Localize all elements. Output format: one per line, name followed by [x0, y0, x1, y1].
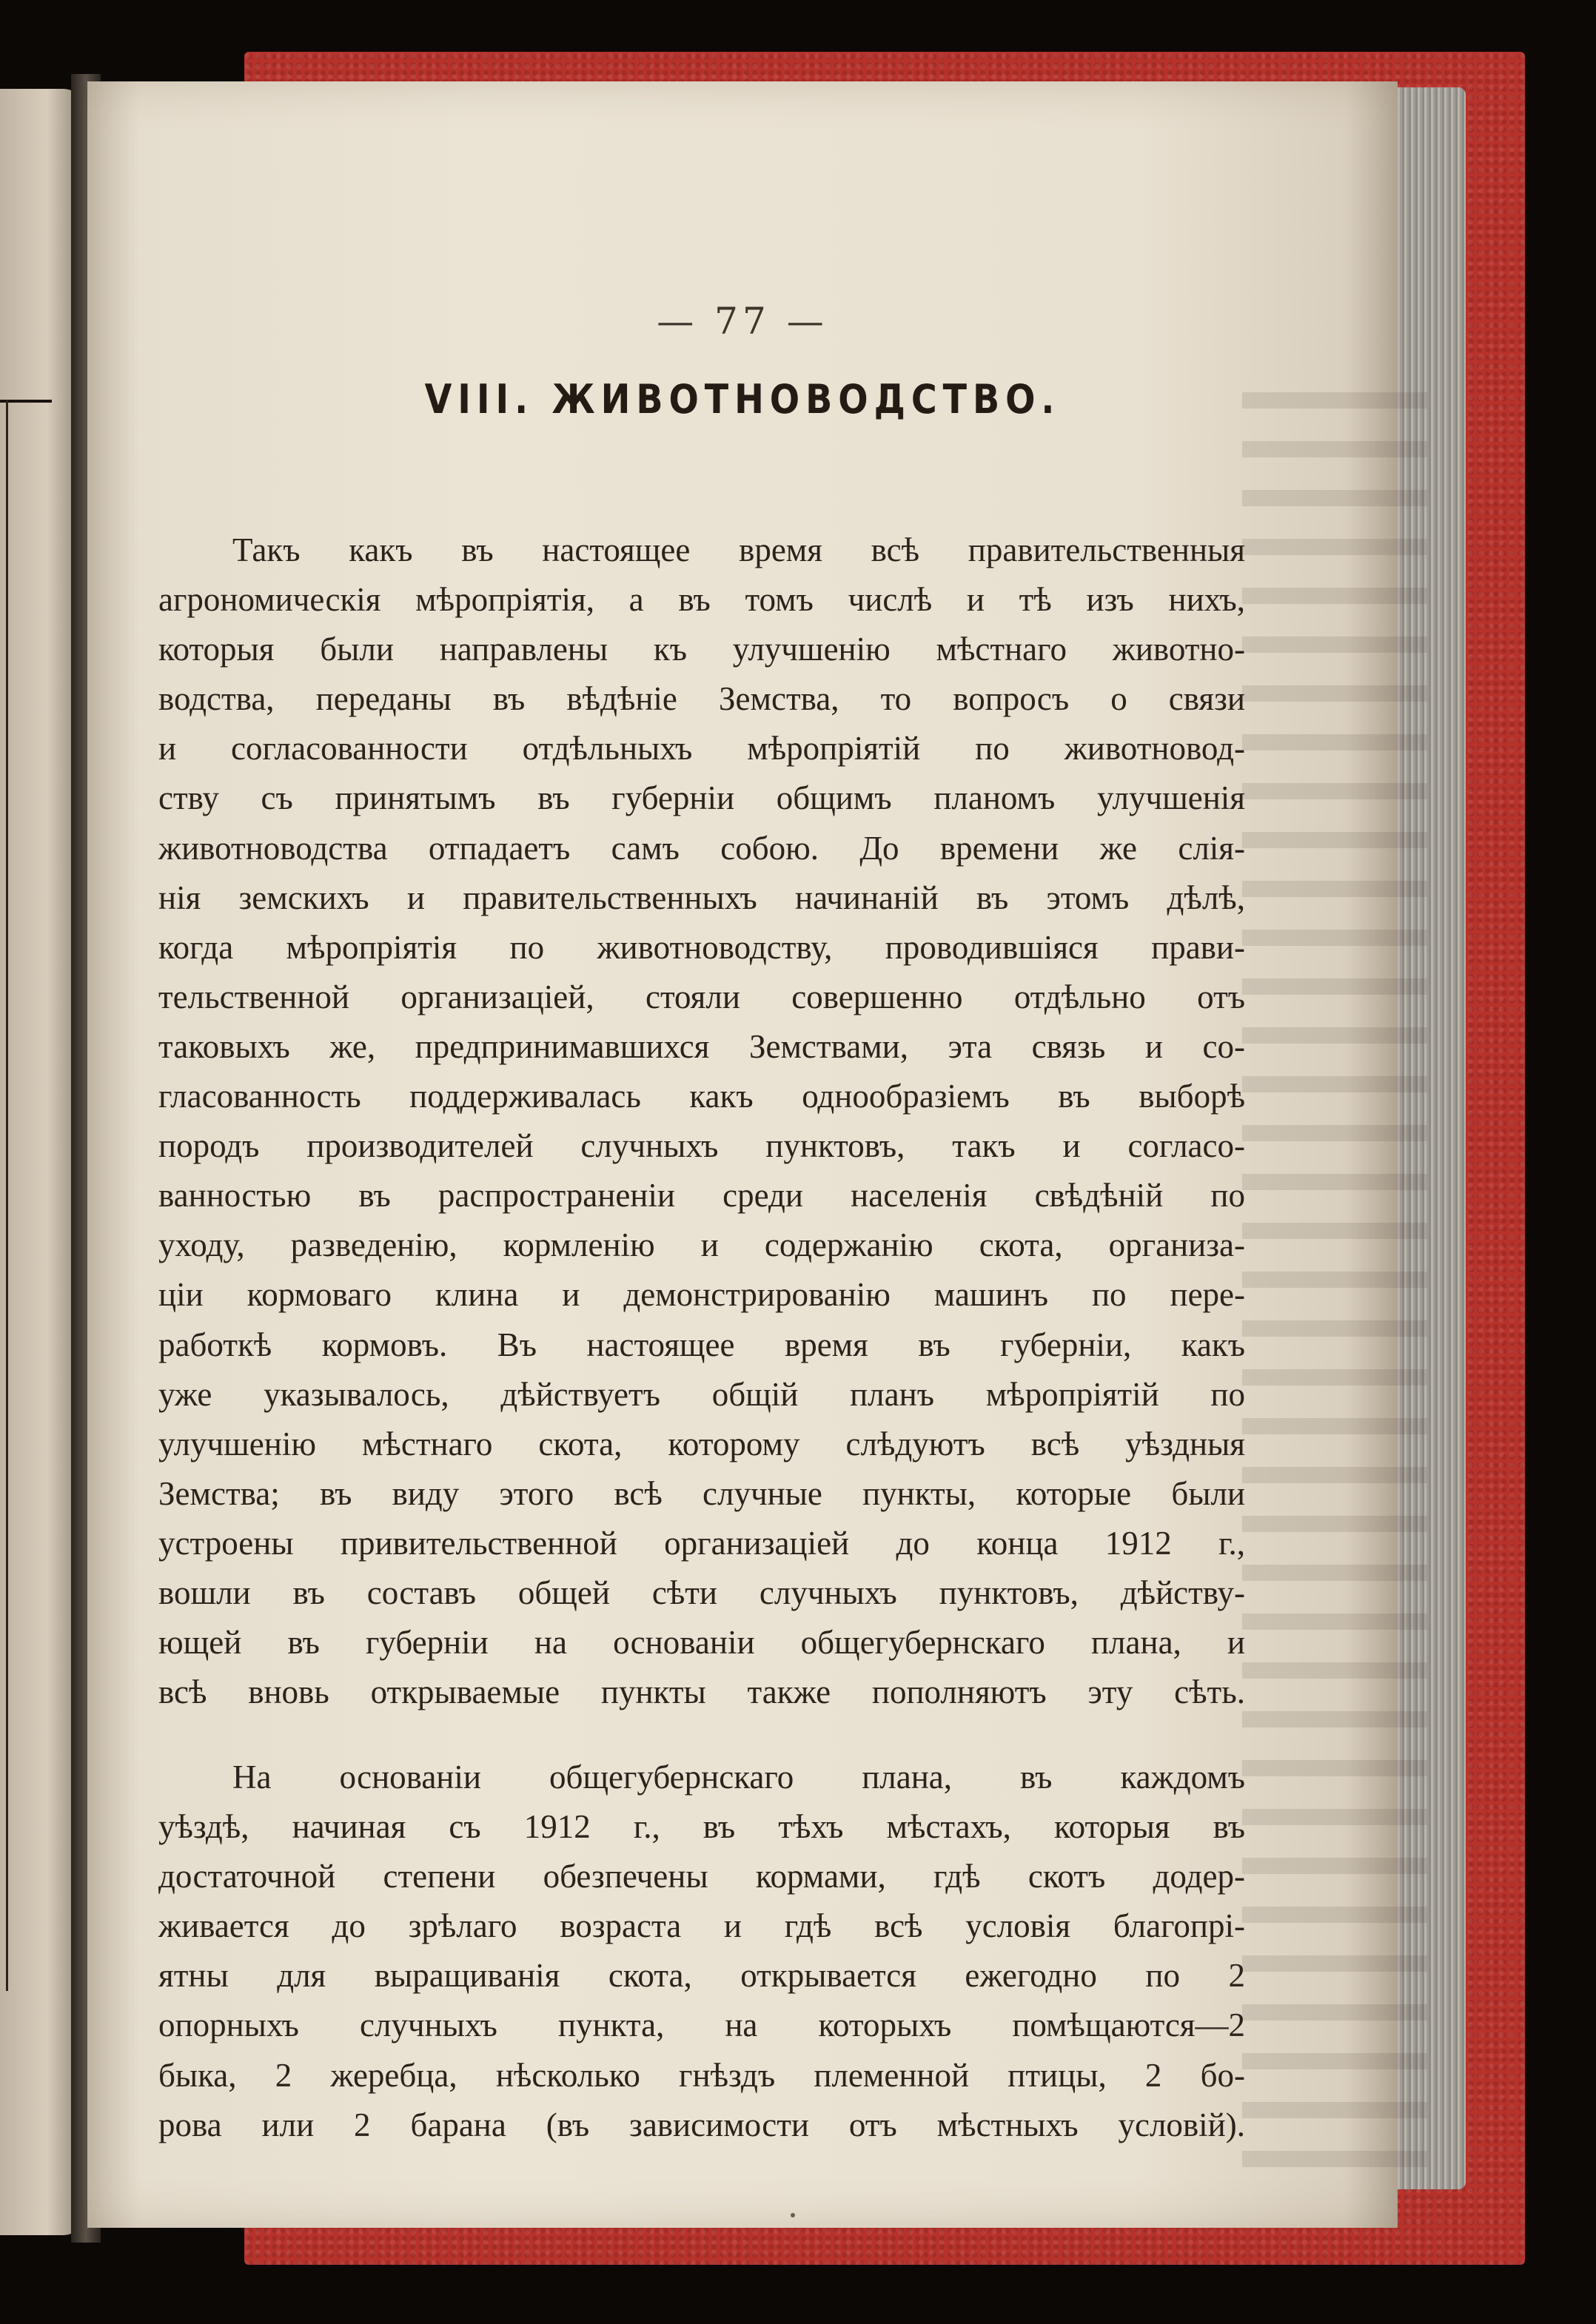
paragraph-2 [158, 1753, 1245, 2150]
text-line: уходу, разведенію, кормленію и содержанію скота, организа- [158, 1226, 1245, 1264]
text-line: нія земскихъ и правительственныхъ начинаній въ этомъ дѣлѣ, [158, 879, 1245, 916]
text-line: Земства; въ виду этого всѣ случные пункты, которые были [158, 1474, 1245, 1512]
text-line: уже указывалось, дѣйствуетъ общій планъ мѣропріятій по [158, 1375, 1245, 1413]
chapter-title: VIII. ЖИВОТНОВОДСТВО. [424, 376, 1061, 423]
text-line: животноводства отпадаетъ самъ собою. До времени же слія- [158, 829, 1245, 867]
text-line: вошли въ составъ общей сѣти случныхъ пунктовъ, дѣйству- [158, 1574, 1245, 1611]
text-line: тельственной организаціей, стояли совершенно отдѣльно отъ [158, 978, 1245, 1015]
paper-speck [791, 2213, 795, 2217]
page-number: — 77 — [657, 300, 828, 343]
text-line: работкѣ кормовъ. Въ настоящее время въ губерніи, какъ [158, 1326, 1245, 1363]
text-line: Такъ какъ въ настоящее время всѣ правительственныя [232, 531, 1245, 568]
text-line: быка, 2 жеребца, нѣсколько гнѣздъ племенной птицы, 2 бо- [158, 2056, 1245, 2094]
book-page [87, 81, 1398, 2228]
text-line: ціи кормоваго клина и демонстрированію машинъ по пере- [158, 1276, 1245, 1314]
show-through-text [1242, 392, 1427, 2169]
text-line: устроены привительственной организаціей до конца 1912 г., [158, 1524, 1245, 1562]
text-line: ству съ принятымъ въ губерніи общимъ планомъ улучшенія [158, 779, 1245, 817]
text-line: породъ производителей случныхъ пунктовъ, такъ и согласо- [158, 1127, 1245, 1165]
text-line: уѣздѣ, начиная съ 1912 г., въ тѣхъ мѣстахъ, которыя въ [158, 1808, 1245, 1846]
text-line: агрономическія мѣропріятія, а въ томъ числѣ и тѣ изъ нихъ, [158, 581, 1245, 619]
text-line: гласованность поддерживалась какъ однообразіемъ въ выборѣ [158, 1078, 1245, 1115]
text-line: ющей въ губерніи на основаніи общегубернскаго плана, и [158, 1624, 1245, 1662]
text-line: и согласованности отдѣльныхъ мѣропріятій по животновод- [158, 730, 1245, 768]
text-line: опорныхъ случныхъ пункта, на которыхъ помѣщаются—2 [158, 2006, 1245, 2044]
text-line: достаточной степени обезпечены кормами, гдѣ скотъ додер- [158, 1858, 1245, 1895]
text-line: рова или 2 барана (въ зависимости отъ мѣстныхъ условій). [158, 2106, 1245, 2143]
paragraph-1 [158, 525, 1245, 1717]
text-line: улучшенію мѣстнаго скота, которому слѣдуютъ всѣ уѣздныя [158, 1425, 1245, 1462]
text-line: ванностью въ распространеніи среди населенія свѣдѣній по [158, 1177, 1245, 1215]
text-line: когда мѣропріятія по животноводству, проводившіяся прави- [158, 928, 1245, 966]
text-line: ятны для выращиванія скота, открывается ежегодно по 2 [158, 1957, 1245, 1995]
text-line: таковыхъ же, предпринимавшихся Земствами, эта связь и со- [158, 1027, 1245, 1065]
text-line: которыя были направлены къ улучшенію мѣстнаго животно- [158, 631, 1245, 668]
text-line: всѣ вновь открываемые пункты также пополняютъ эту сѣть. [158, 1673, 1245, 1711]
text-line: На основаніи общегубернскаго плана, въ каждомъ [232, 1759, 1245, 1796]
text-line: живается до зрѣлаго возраста и гдѣ всѣ условія благопрі- [158, 1907, 1245, 1945]
text-line: водства, переданы въ вѣдѣніе Земства, то вопросъ о связи [158, 680, 1245, 718]
left-page-rule-vertical [6, 400, 8, 1991]
